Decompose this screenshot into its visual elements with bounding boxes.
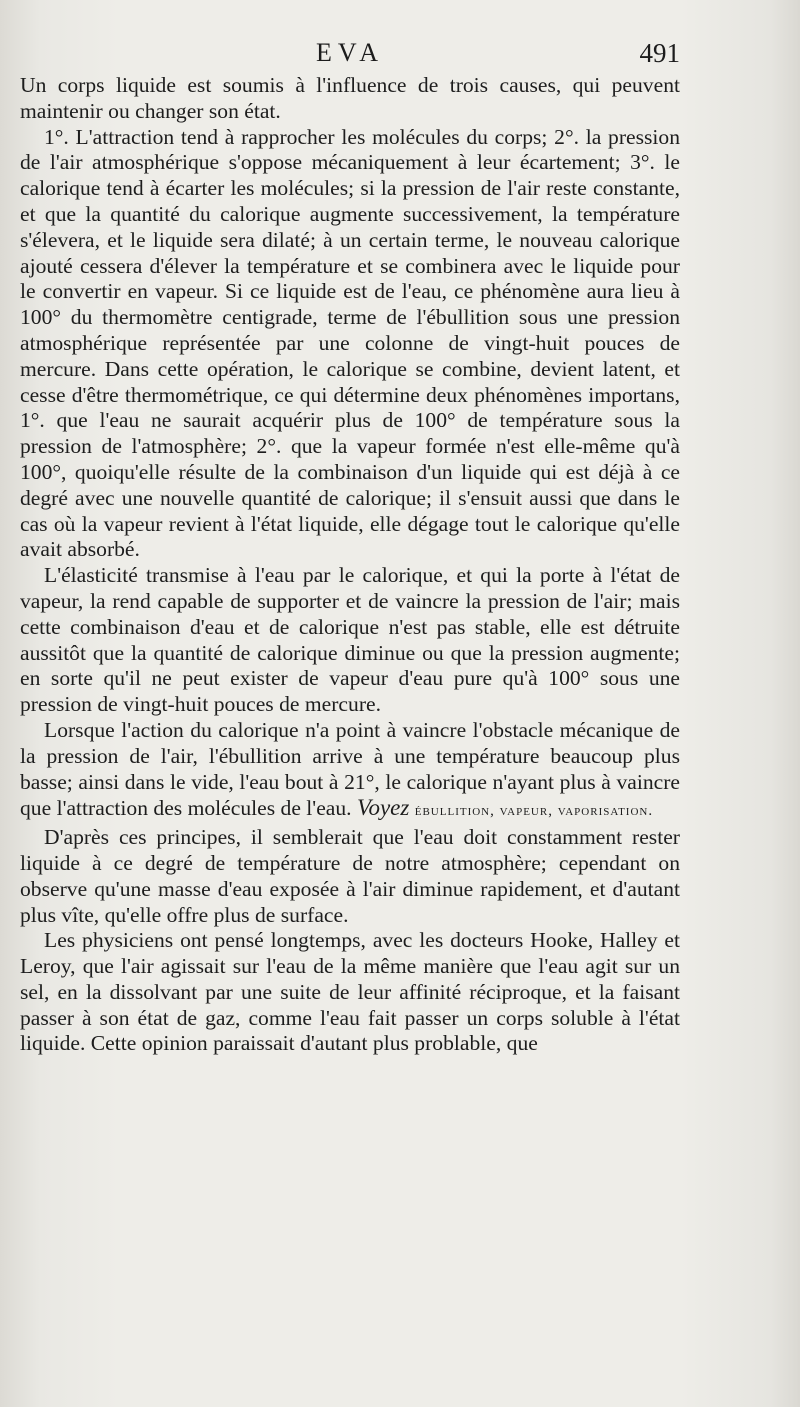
page-number: 491 [639, 38, 680, 68]
paragraph-6: Les physiciens ont pensé longtemps, avec les docteurs Hooke, Halley et Leroy, que l'air agissait sur l'eau de la même manière que l'eau agit sur un sel, en la dissolvant par une suite de leur affinité réciproque, et la faisant passer à son état de gaz, comme l'eau fait passer un corps soluble à l'état liquide. Cette opinion paraissait d'autant plus problable, que [20, 928, 680, 1056]
paragraph-3: L'élasticité transmise à l'eau par le calorique, et qui la porte à l'état de vapeur, la rend capable de supporter et de vaincre la pression de l'air; mais cette combinaison d'eau et de calorique n'est pas stable, elle est détruite aussitôt que la quantité de calorique diminue ou que la pression augmente; en sorte qu'il ne peut exister de vapeur d'eau pure qu'à 100° sous une pression de vingt-huit pouces de mercure. [20, 563, 680, 717]
paragraph-4 [20, 718, 680, 825]
paragraph-1: Un corps liquide est soumis à l'influence de trois causes, qui peuvent maintenir ou changer son état. [20, 73, 680, 123]
paragraph-2: 1°. L'attraction tend à rapprocher les molécules du corps; 2°. la pression de l'air atmosphérique s'oppose mécaniquement à leur écartement; 3°. le calorique tend à écarter les molécules; si la pression de l'air reste constante, et que la quantité du calorique augmente successivement, la température s'élevera, et le liquide sera dilaté; à un certain terme, le nouveau calorique ajouté cessera d'élever la température et se combinera avec le liquide pour le convertir en vapeur. Si ce liquide est de l'eau, ce phénomène aura lieu à 100° du thermomètre centigrade, terme de l'ébullition sous une pression atmosphérique représentée par une colonne de vingt-huit pouces de mercure. Dans cette opération, le calorique se combine, devient latent, et cesse d'être thermométrique, ce qui détermine deux phénomènes importans, 1°. que l'eau ne saurait acquérir plus de 100° de température sous la pression de l'atmosphère; 2°. que la vapeur formée n'est elle-même qu'à 100°, quoiqu'elle résulte de la combinaison d'un liquide qui est déjà à ce degré avec une nouvelle quantité de calorique; il s'ensuit aussi que dans le cas où la vapeur revient à l'état liquide, elle dégage tout le calorique qu'elle avait absorbé. [20, 124, 680, 562]
cross-references: ébullition, vapeur, vaporisation. [414, 803, 654, 820]
paragraph-5: D'après ces principes, il semblerait que l'eau doit constamment rester liquide à ce degré de température de notre atmosphère; cependant on observe qu'une masse d'eau exposée à l'air diminue rapidement, et d'autant plus vîte, qu'elle offre plus de surface. [20, 825, 680, 927]
voyez-reference: Voyez [356, 795, 410, 821]
page-header [20, 38, 680, 74]
body-text [20, 73, 680, 1057]
running-head: EVA [315, 38, 385, 67]
paragraph-4-text: Lorsque l'action du calorique n'a point à vaincre l'obstacle mécanique de la pression de l'air, l'ébullition arrive à une température beaucoup plus basse; ainsi dans le vide, l'eau bout à 21°, le calorique n'ayant plus à vaincre que l'attraction des molécules de l'eau. [20, 717, 680, 821]
